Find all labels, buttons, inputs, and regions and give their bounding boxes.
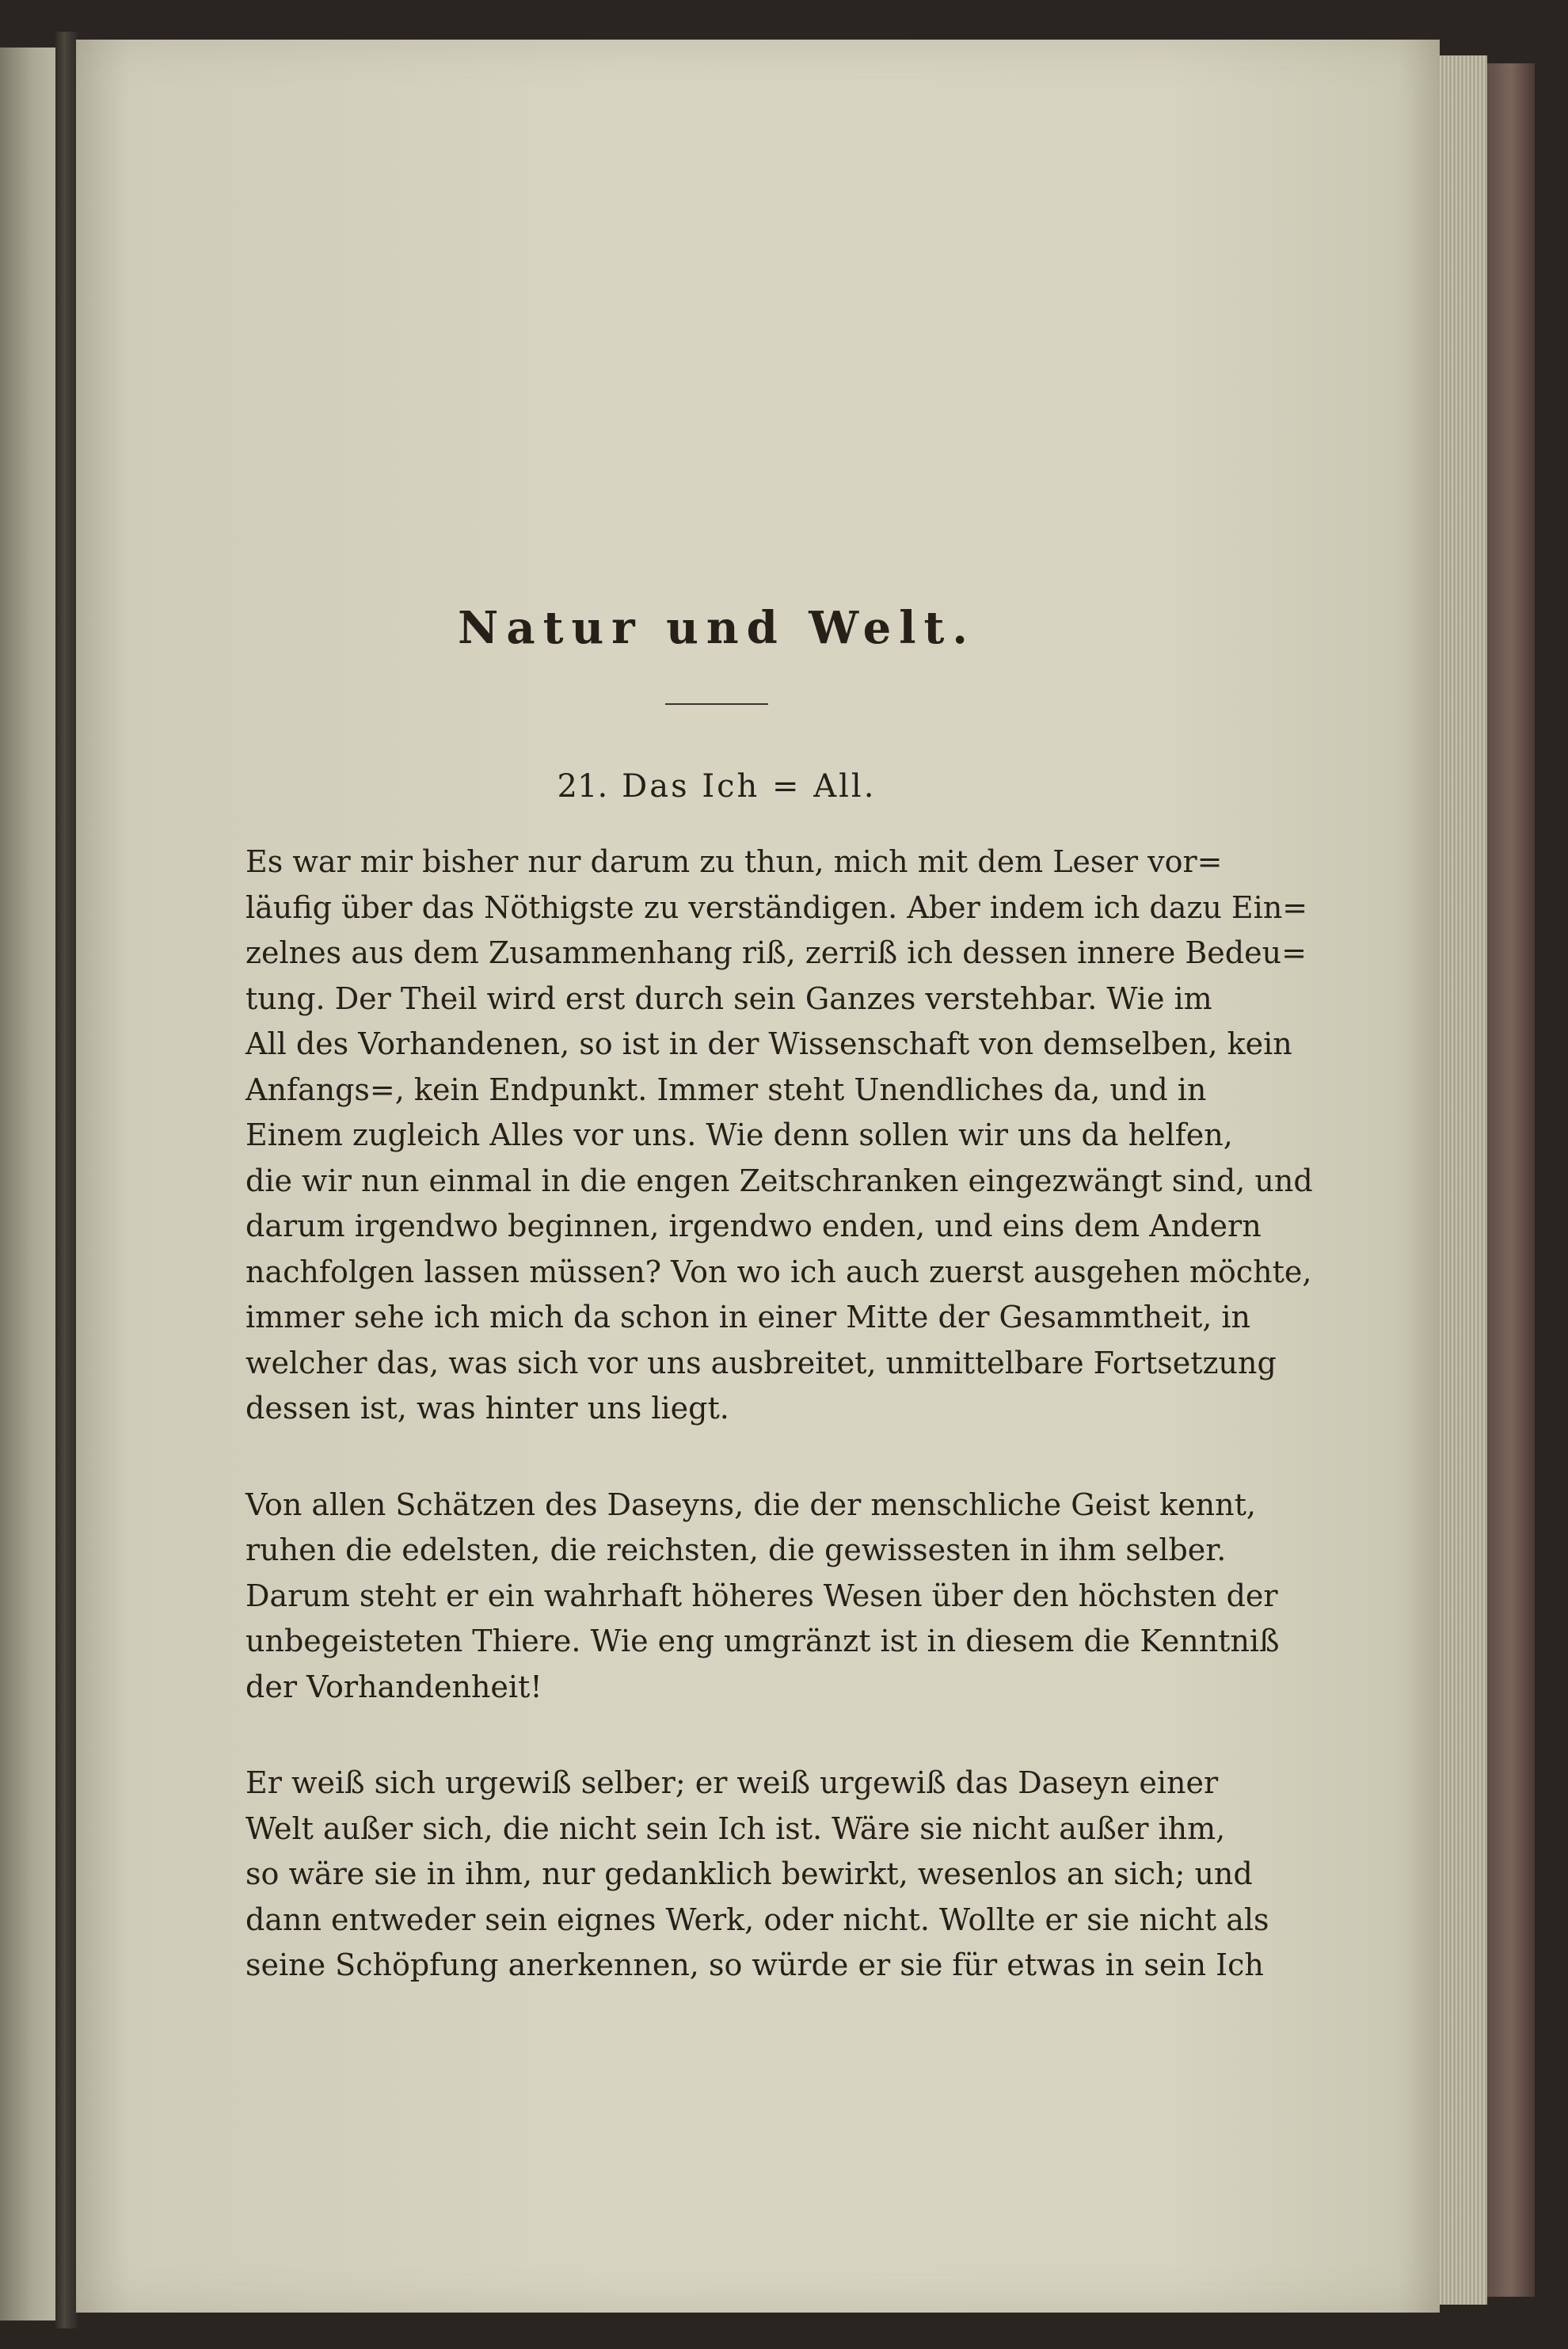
text-line: immer sehe ich mich da schon in einer Mitte der Gesammtheit, in xyxy=(245,1300,1251,1334)
text-line: Von allen Schätzen des Daseyns, die der menschliche Geist kennt, xyxy=(245,1487,1256,1522)
section-number: 21. xyxy=(557,768,608,805)
text-line: Es war mir bisher nur darum zu thun, mich mit dem Leser vor= xyxy=(245,844,1223,879)
book-gutter xyxy=(55,32,78,2328)
text-line: so wäre sie in ihm, nur gedanklich bewirkt, wesenlos an sich; und xyxy=(245,1856,1253,1891)
text-line: unbegeisteten Thiere. Wie eng umgränzt ist in diesem die Kenntniß xyxy=(245,1624,1280,1658)
paragraph-2 xyxy=(245,1483,1280,1711)
text-line: der Vorhandenheit! xyxy=(245,1669,542,1704)
text-line: seine Schöpfung anerkennen, so würde er sie für etwas in sein Ich xyxy=(245,1947,1264,1982)
text-line: zelnes aus dem Zusammenhang riß, zerriß ich dessen innere Bedeu= xyxy=(245,935,1307,970)
text-line: läufig über das Nöthigste zu verständigen. Aber indem ich dazu Ein= xyxy=(245,889,1308,925)
text-line: Welt außer sich, die nicht sein Ich ist. Wäre sie nicht außer ihm, xyxy=(245,1810,1226,1846)
text-line: die wir nun einmal in die engen Zeitschranken eingezwängt sind, und xyxy=(245,1163,1313,1198)
text-line: ruhen die edelsten, die reichsten, die gewissesten in ihm selber. xyxy=(245,1532,1227,1567)
chapter-title: Natur und Welt. xyxy=(458,602,976,654)
section-heading xyxy=(245,768,1188,816)
book-cover-edge xyxy=(1487,63,1535,2297)
text-line: welcher das, was sich vor uns ausbreitet, unmittelbare Fortsetzung xyxy=(245,1345,1277,1380)
section-title: Das Ich = All. xyxy=(622,768,877,805)
page-edges xyxy=(1440,55,1487,2305)
text-line: darum irgendwo beginnen, irgendwo enden, und eins dem Andern xyxy=(245,1209,1262,1243)
left-page-edge xyxy=(0,48,63,2320)
text-line: Er weiß sich urgewiß selber; er weiß urgewiß das Daseyn einer xyxy=(245,1765,1219,1800)
text-line: Darum steht er ein wahrhaft höheres Wesen über den höchsten der xyxy=(245,1578,1278,1613)
text-line: Anfangs=, kein Endpunkt. Immer steht Unendliches da, und in xyxy=(245,1072,1207,1107)
paragraph-1 xyxy=(245,839,1313,1432)
text-line: All des Vorhandenen, so ist in der Wissenschaft von demselben, kein xyxy=(245,1026,1292,1061)
text-line: Einem zugleich Alles vor uns. Wie denn sollen wir uns da helfen, xyxy=(245,1117,1233,1152)
paragraph-3 xyxy=(245,1761,1269,1989)
text-line: dann entweder sein eignes Werk, oder nicht. Wollte er sie nicht als xyxy=(245,1902,1269,1937)
text-line: tung. Der Theil wird erst durch sein Ganzes verstehbar. Wie im xyxy=(245,980,1212,1016)
text-line: dessen ist, was hinter uns liegt. xyxy=(245,1391,729,1426)
page-content xyxy=(245,546,1313,1989)
title-divider xyxy=(665,703,768,705)
text-line: nachfolgen lassen müssen? Von wo ich auch zuerst ausgehen möchte, xyxy=(245,1254,1312,1289)
